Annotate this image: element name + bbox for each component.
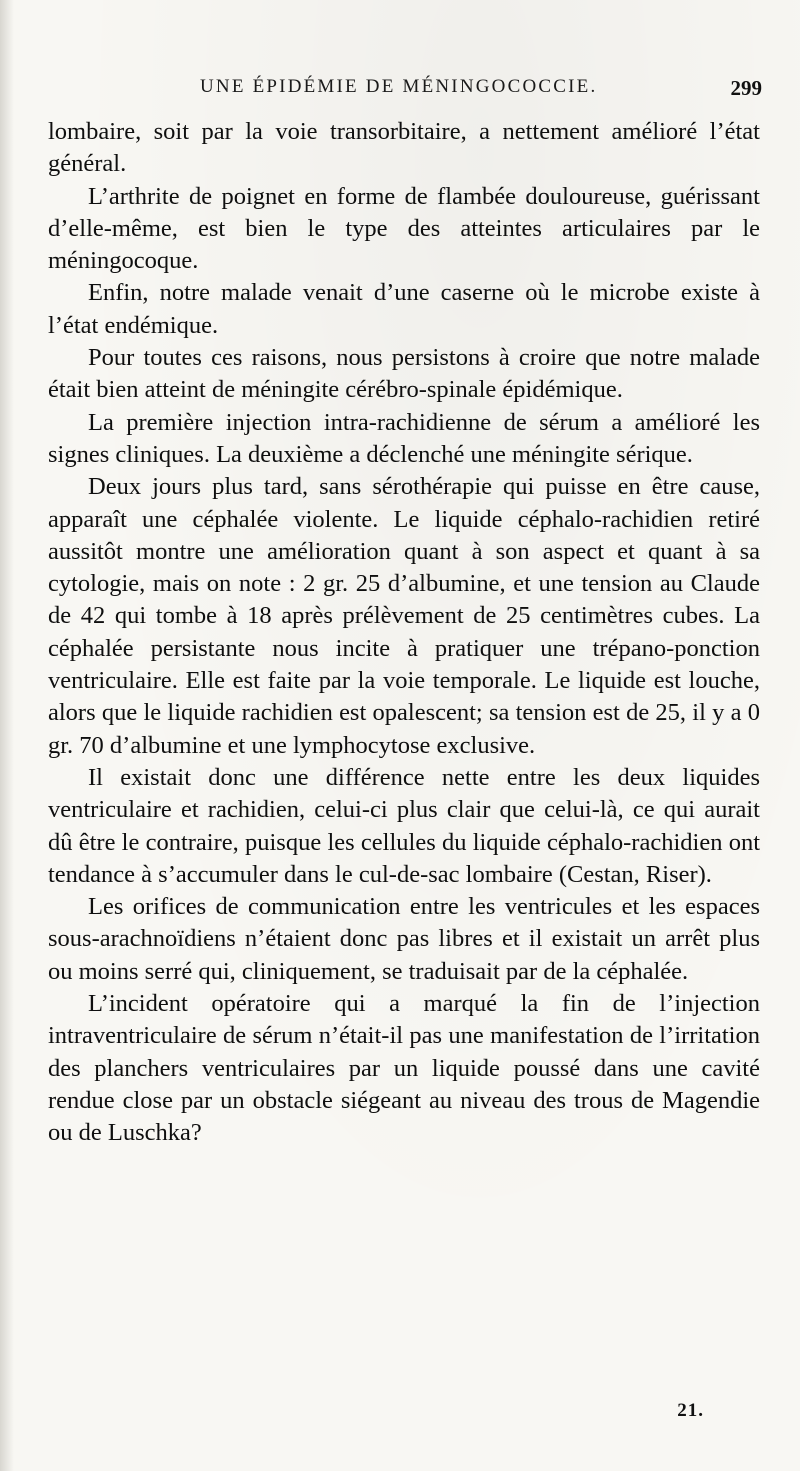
paragraph: Enfin, notre malade venait d’une caserne où le microbe existe à l’état endémique. xyxy=(48,279,760,339)
page-gutter-shadow xyxy=(0,0,14,1471)
page-number: 299 xyxy=(730,76,762,100)
signature-mark: 21. xyxy=(677,1400,704,1421)
paragraph: Pour toutes ces raisons, nous persistons à croire que notre malade était bien atteint de méningite cérébro-spinale épidémique. xyxy=(48,344,760,404)
paragraph: Les orifices de communication entre les ventricules et les espaces sous-arachnoïdiens n’étaient donc pas libres et il existait un arrêt plus ou moins serré qui, cliniquement, se traduisait par de la céphalée. xyxy=(48,893,760,985)
paragraph: La première injection intra-rachidienne de sérum a amélioré les signes cliniques. La deuxième a déclenché une méningite sérique. xyxy=(48,408,760,468)
paragraph: L’arthrite de poignet en forme de flambée douloureuse, guérissant d’elle-même, est bien le type des atteintes articulaires par le méningocoque. xyxy=(48,182,760,275)
paragraph: L’incident opératoire qui a marqué la fin de l’injection intraventriculaire de sérum n’était-il pas une manifestation de l’irritation des planchers ventriculaires par un liquide poussé dans une cavité rendue close par un obstacle siégeant au niveau des trous de Magendie ou de Luschka? xyxy=(48,990,760,1147)
page-header xyxy=(48,76,776,106)
body-text xyxy=(48,116,760,1150)
paragraph: lombaire, soit par la voie transorbitaire, a nettement amélioré l’état général. xyxy=(48,118,760,178)
paragraph: Il existait donc une différence nette entre les deux liquides ventriculaire et rachidien, celui-ci plus clair que celui-là, ce qui aurait dû être le contraire, puisque les cellules du liquide céphalo-rachidien ont tendance à s’accumuler dans le cul-de-sac lombaire (Cestan, Riser). xyxy=(48,763,760,888)
running-head: UNE ÉPIDÉMIE DE MÉNINGOCOCCIE. xyxy=(200,76,598,97)
paragraph: Deux jours plus tard, sans sérothérapie qui puisse en être cause, apparaît une céphalée violente. Le liquide céphalo-rachidien retiré aussitôt montre une amélioration quant à son aspect et quant à sa cytologie, mais on note : 2 gr. 25 d’albumine, et une tension au Claude de 42 qui tombe à 18 après prélèvement de 25 centimètres cubes. La céphalée persistante nous incite à pratiquer une trépano-ponction ventriculaire. Elle est faite par la voie temporale. Le liquide est louche, alors que le liquide rachidien est opalescent; sa tension est de 25, il y a 0 gr. 70 d’albumine et une lymphocytose exclusive. xyxy=(48,473,760,759)
